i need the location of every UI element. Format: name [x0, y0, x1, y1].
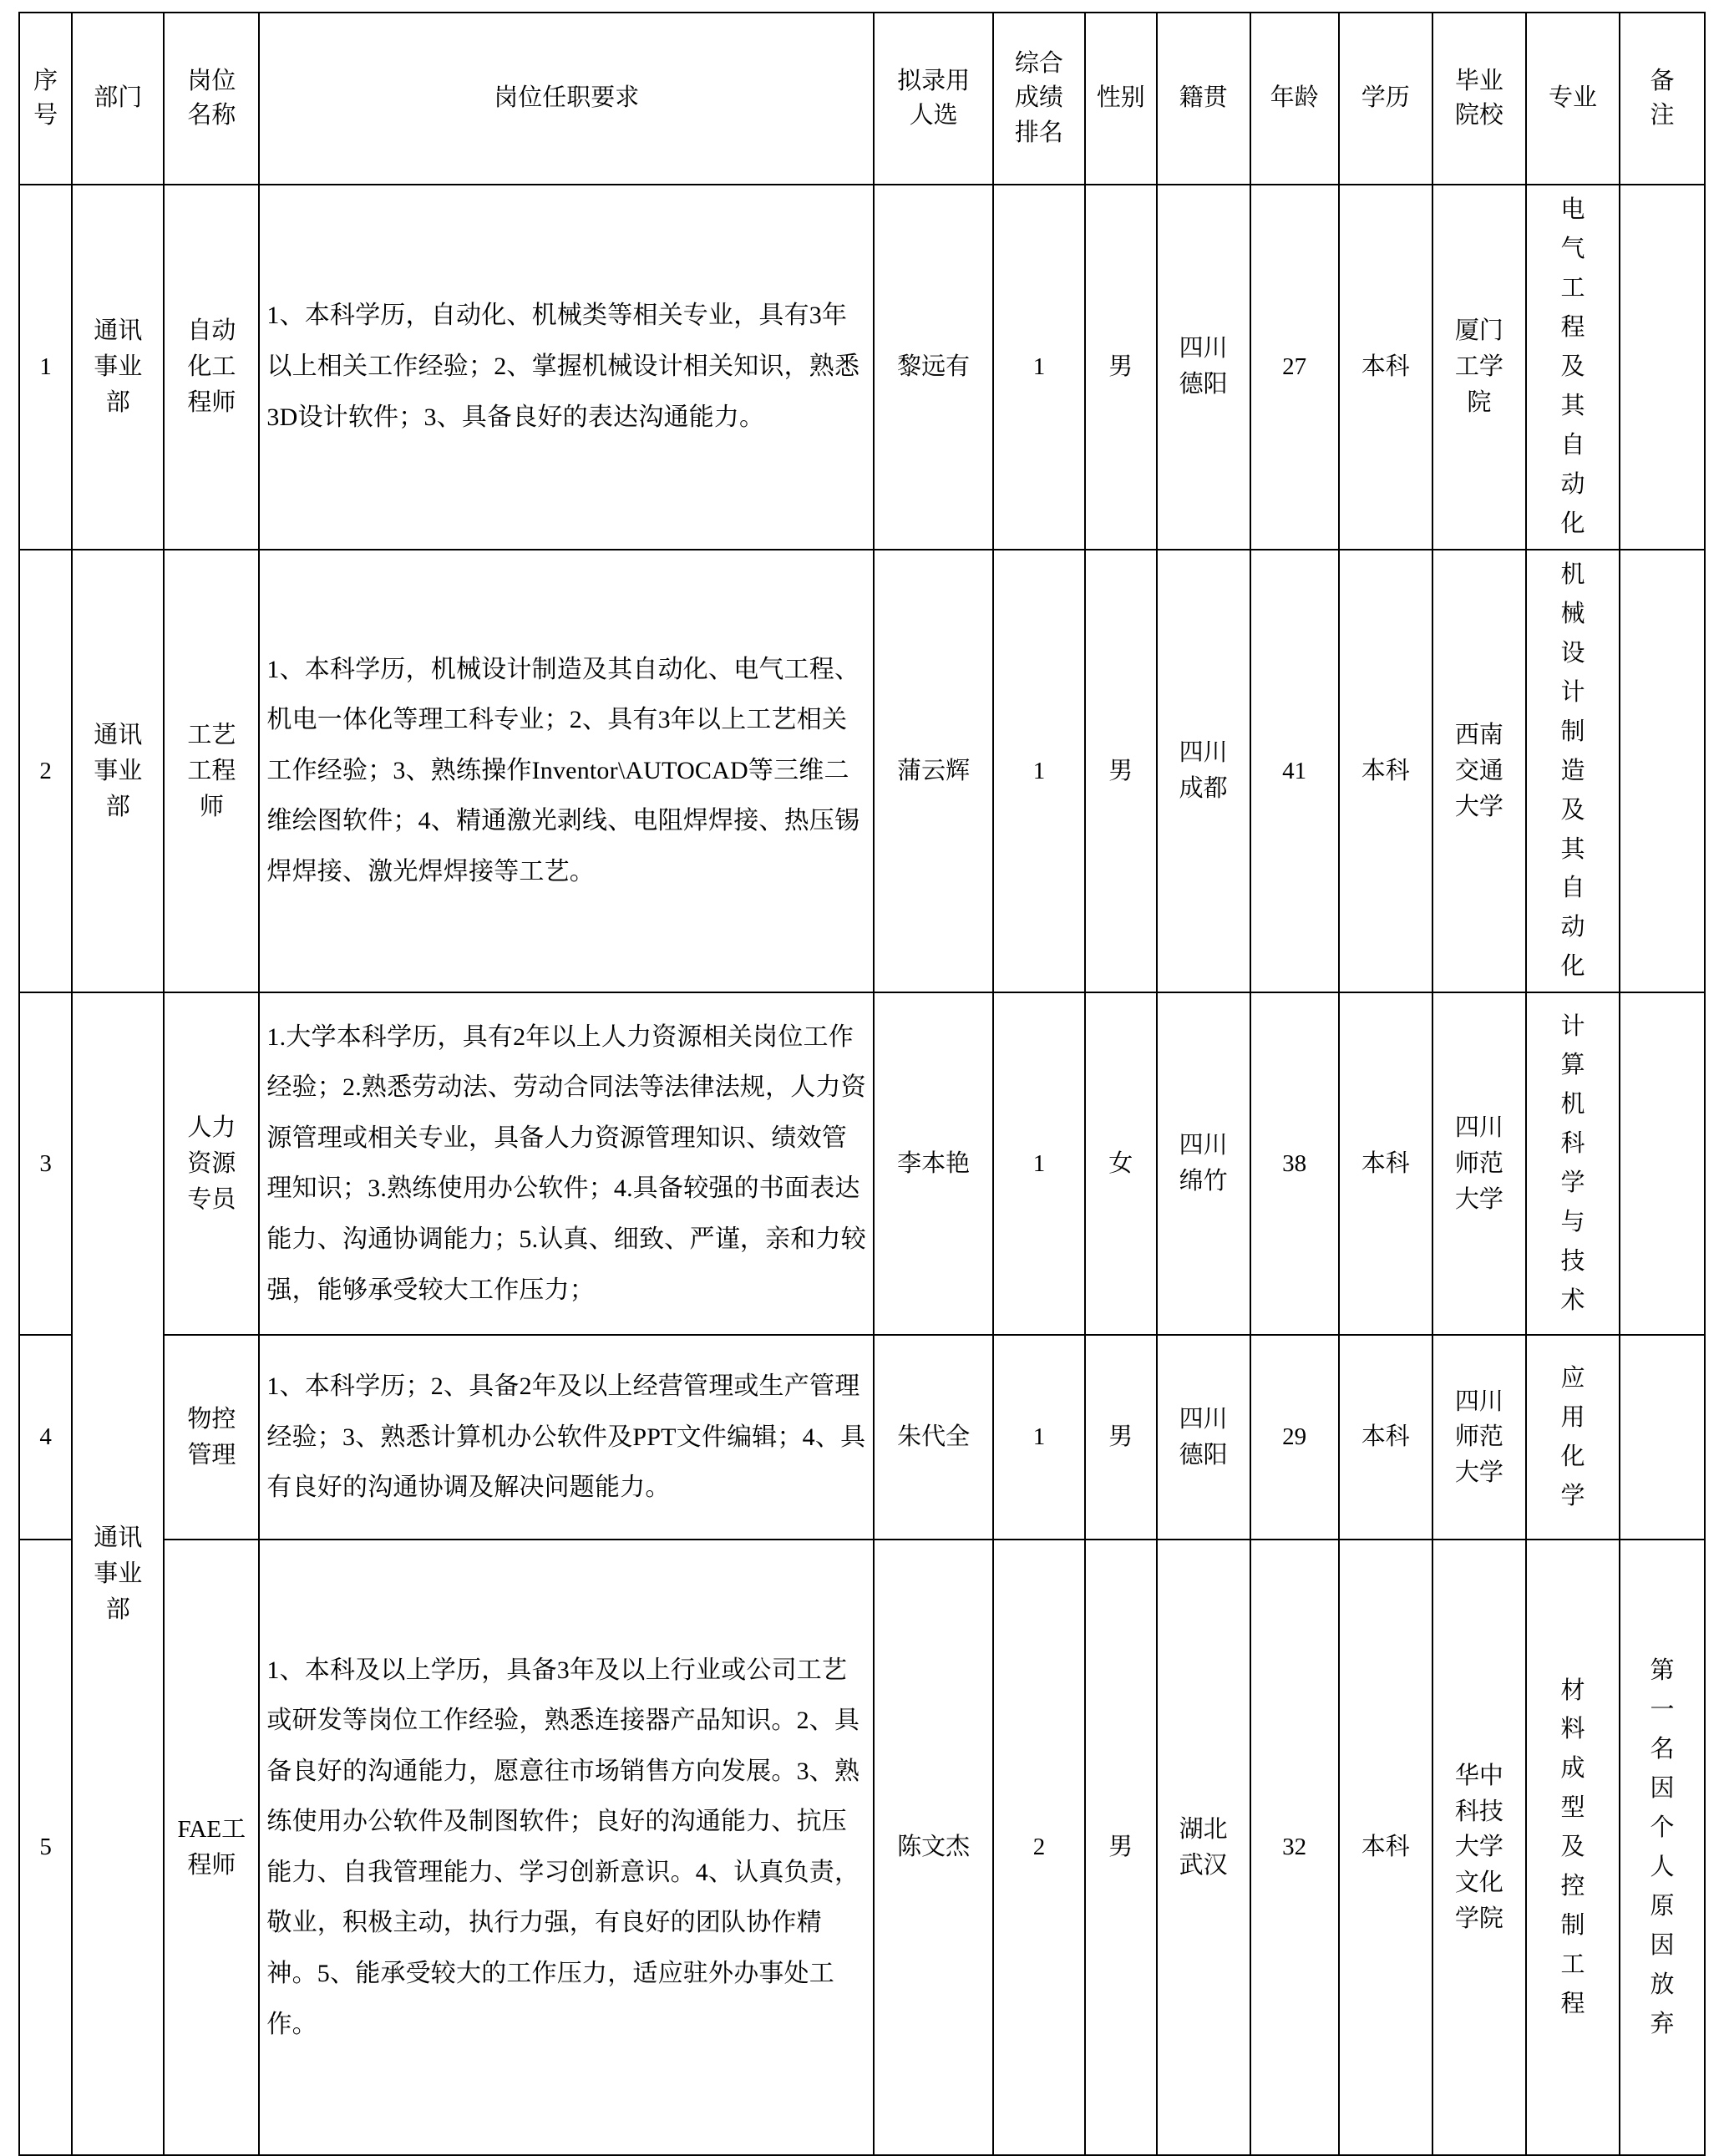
cell-remark [1620, 1335, 1705, 1540]
post-lines: 人力 资源 专员 [187, 1114, 236, 1213]
post-lines: 物控 管理 [187, 1405, 236, 1469]
dept-lines: 通讯 事业 部 [94, 317, 143, 416]
cell-candidate: 黎远有 [874, 185, 993, 550]
cell-rank: 1 [993, 992, 1085, 1335]
cell-age: 41 [1250, 550, 1339, 993]
cell-major [1526, 550, 1620, 993]
table-row [19, 1540, 1705, 2155]
cell-education: 本科 [1339, 1540, 1432, 2155]
school-lines: 四川 师范 大学 [1454, 1387, 1503, 1487]
header-seq-lines: 序 号 [33, 67, 58, 129]
header-remark-lines: 备 注 [1650, 67, 1675, 129]
cell-native-place [1157, 550, 1250, 993]
cell-remark [1620, 185, 1705, 550]
cell-rank: 2 [993, 1540, 1085, 2155]
cell-seq: 4 [19, 1335, 72, 1540]
cell-requirements: 1.大学本科学历，具有2年以上人力资源相关岗位工作经验；2.熟悉劳动法、劳动合同法等法律法规，人力资源管理或相关专业，具备人力资源管理知识、绩效管理知识；3.熟练使用办公软件；4.具备较强的书面表达能力、沟通协调能力；5.认真、细致、严谨，亲和力较强，能够承受较大工作压力； [259, 992, 874, 1335]
header-dept-lines: 部门 [94, 84, 143, 112]
column-header-rank [993, 13, 1085, 185]
cell-post [164, 185, 259, 550]
cell-rank: 1 [993, 1335, 1085, 1540]
native-lines: 四川 德阳 [1179, 335, 1228, 398]
header-rank-lines: 综合 成绩 排名 [1014, 50, 1063, 146]
cell-native-place [1157, 185, 1250, 550]
column-header-seq [19, 13, 72, 185]
header-candidate-lines: 拟录用 人选 [897, 67, 971, 129]
column-header-remark [1620, 13, 1705, 185]
column-header-candidate [874, 13, 993, 185]
cell-age: 29 [1250, 1335, 1339, 1540]
column-header-major [1526, 13, 1620, 185]
header-age-lines: 年龄 [1270, 84, 1319, 112]
cell-dept-merged [72, 992, 164, 2155]
table-body [19, 185, 1705, 2155]
header-row [19, 13, 1705, 185]
native-lines: 湖北 武汉 [1179, 1815, 1228, 1879]
cell-requirements: 1、本科及以上学历，具备3年及以上行业或公司工艺或研发等岗位工作经验，熟悉连接器产品知识。2、具备良好的沟通能力，愿意往市场销售方向发展。3、熟练使用办公软件及制图软件；良好的沟通能力、抗压能力、自我管理能力、学习创新意识。4、认真负责，敬业，积极主动，执行力强，有良好的团队协作精神。5、能承受较大的工作压力，适应驻外办事处工作。 [259, 1540, 874, 2155]
post-lines: 自动 化工 程师 [187, 317, 236, 416]
cell-requirements: 1、本科学历，自动化、机械类等相关专业，具有3年以上相关工作经验；2、掌握机械设计相关知识，熟悉3D设计软件；3、具备良好的表达沟通能力。 [259, 185, 874, 550]
remark-chars: 第 一 名 因 个 人 原 因 放 弃 [1650, 1657, 1675, 2037]
cell-major [1526, 992, 1620, 1335]
cell-major [1526, 185, 1620, 550]
cell-gender: 男 [1085, 185, 1157, 550]
cell-education: 本科 [1339, 550, 1432, 993]
school-lines: 四川 师范 大学 [1454, 1114, 1503, 1213]
cell-school [1432, 550, 1526, 993]
major-chars: 材 料 成 型 及 控 制 工 程 [1560, 1677, 1585, 2018]
cell-school [1432, 1335, 1526, 1540]
cell-remark [1620, 550, 1705, 993]
column-header-dept [72, 13, 164, 185]
cell-gender: 男 [1085, 1335, 1157, 1540]
cell-seq: 2 [19, 550, 72, 993]
dept-lines: 通讯 事业 部 [94, 721, 143, 820]
cell-dept [72, 185, 164, 550]
table-header [19, 13, 1705, 185]
cell-rank: 1 [993, 185, 1085, 550]
cell-candidate: 陈文杰 [874, 1540, 993, 2155]
cell-seq: 5 [19, 1540, 72, 2155]
column-header-native-place [1157, 13, 1250, 185]
column-header-age [1250, 13, 1339, 185]
cell-education: 本科 [1339, 185, 1432, 550]
major-chars: 机 械 设 计 制 造 及 其 自 动 化 [1560, 561, 1585, 981]
cell-education: 本科 [1339, 1335, 1432, 1540]
major-chars: 电 气 工 程 及 其 自 动 化 [1560, 196, 1585, 537]
cell-native-place [1157, 1540, 1250, 2155]
header-education-lines: 学历 [1361, 84, 1410, 112]
cell-seq: 3 [19, 992, 72, 1335]
cell-major [1526, 1335, 1620, 1540]
cell-school [1432, 992, 1526, 1335]
recruitment-table [18, 12, 1706, 2156]
cell-requirements: 1、本科学历；2、具备2年及以上经营管理或生产管理经验；3、熟悉计算机办公软件及PPT文件编辑；4、具有良好的沟通协调及解决问题能力。 [259, 1335, 874, 1540]
cell-remark [1620, 1540, 1705, 2155]
cell-major [1526, 1540, 1620, 2155]
cell-native-place [1157, 1335, 1250, 1540]
native-lines: 四川 德阳 [1179, 1405, 1228, 1469]
cell-school [1432, 1540, 1526, 2155]
header-requirements-lines: 岗位任职要求 [494, 84, 640, 112]
native-lines: 四川 成都 [1179, 739, 1228, 803]
cell-gender: 男 [1085, 1540, 1157, 2155]
cell-native-place [1157, 992, 1250, 1335]
cell-candidate: 蒲云辉 [874, 550, 993, 993]
cell-post [164, 1335, 259, 1540]
cell-rank: 1 [993, 550, 1085, 993]
column-header-gender [1085, 13, 1157, 185]
column-header-education [1339, 13, 1432, 185]
major-chars: 计 算 机 科 学 与 技 术 [1560, 1012, 1585, 1315]
cell-seq: 1 [19, 185, 72, 550]
cell-age: 32 [1250, 1540, 1339, 2155]
dept-lines: 通讯 事业 部 [94, 1524, 143, 1623]
post-lines: FAE工 程师 [177, 1815, 246, 1879]
cell-school [1432, 185, 1526, 550]
cell-remark [1620, 992, 1705, 1335]
cell-candidate: 朱代全 [874, 1335, 993, 1540]
column-header-school [1432, 13, 1526, 185]
header-school-lines: 毕业 院校 [1454, 67, 1503, 129]
header-post-lines: 岗位 名称 [187, 67, 236, 129]
cell-dept [72, 550, 164, 993]
header-native-lines: 籍贯 [1179, 84, 1228, 112]
table-row [19, 550, 1705, 993]
cell-education: 本科 [1339, 992, 1432, 1335]
native-lines: 四川 绵竹 [1179, 1132, 1228, 1195]
cell-age: 38 [1250, 992, 1339, 1335]
cell-age: 27 [1250, 185, 1339, 550]
table-row [19, 185, 1705, 550]
cell-post [164, 1540, 259, 2155]
cell-post [164, 550, 259, 993]
post-lines: 工艺 工程 师 [187, 721, 236, 820]
column-header-requirements [259, 13, 874, 185]
school-lines: 华中 科技 大学 文化 学院 [1454, 1762, 1503, 1933]
table-row [19, 992, 1705, 1335]
cell-candidate: 李本艳 [874, 992, 993, 1335]
cell-post [164, 992, 259, 1335]
school-lines: 厦门 工学 院 [1454, 317, 1503, 416]
table-row [19, 1335, 1705, 1540]
cell-requirements: 1、本科学历，机械设计制造及其自动化、电气工程、机电一体化等理工科专业；2、具有3年以上工艺相关工作经验；3、熟练操作Inventor\AUTOCAD等三维二维绘图软件；4、精通激光剥线、电阻焊焊接、热压锡焊焊接、激光焊焊接等工艺。 [259, 550, 874, 993]
column-header-post [164, 13, 259, 185]
major-chars: 应 用 化 学 [1560, 1364, 1585, 1509]
header-major-lines: 专业 [1548, 84, 1597, 112]
cell-gender: 女 [1085, 992, 1157, 1335]
header-gender-lines: 性别 [1096, 84, 1145, 112]
cell-gender: 男 [1085, 550, 1157, 993]
school-lines: 西南 交通 大学 [1454, 721, 1503, 820]
